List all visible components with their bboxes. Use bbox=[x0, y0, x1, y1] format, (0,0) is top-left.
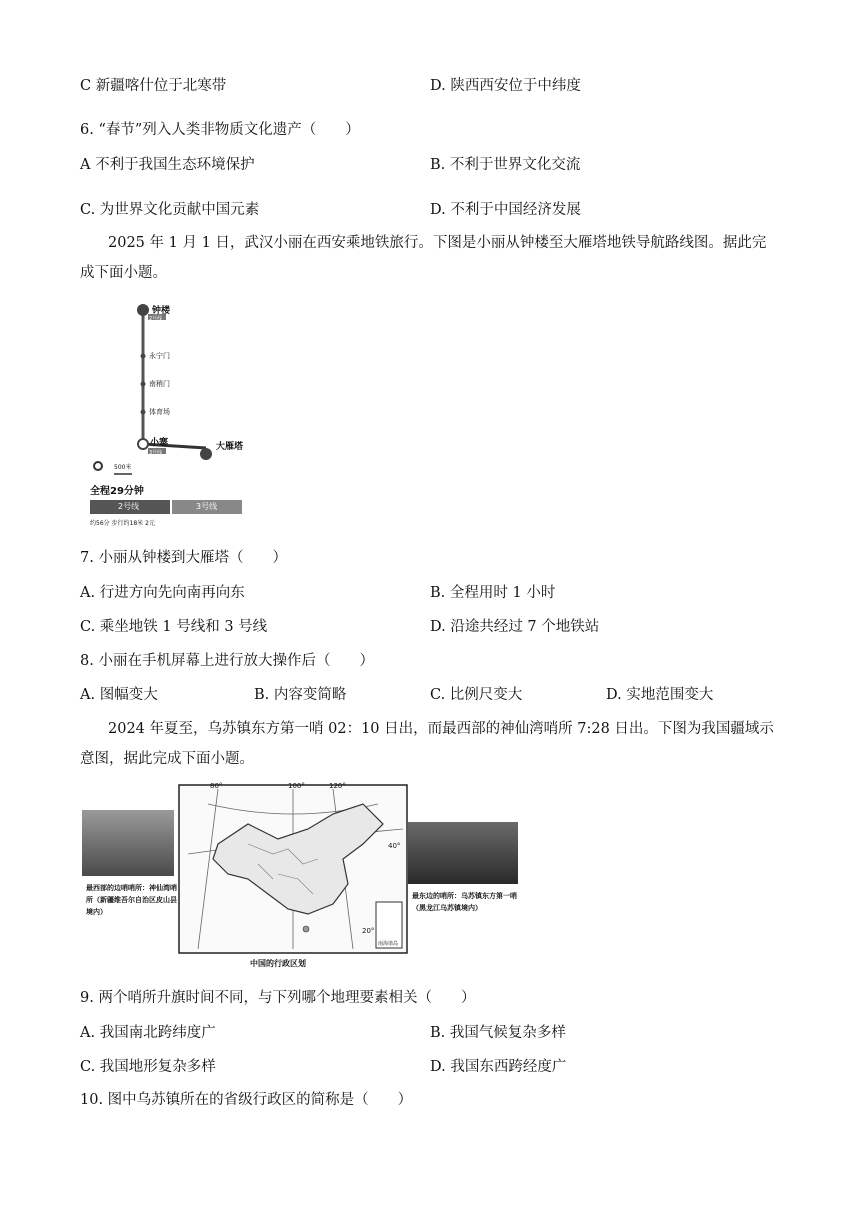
station-xiaozhai: 小寨 bbox=[150, 438, 169, 448]
lon-80: 80° bbox=[210, 782, 223, 790]
total-time: 全程29分钟 bbox=[90, 486, 144, 497]
west-outpost-photo bbox=[82, 810, 174, 876]
lon-120: 120° bbox=[329, 782, 346, 790]
east-outpost-photo bbox=[408, 822, 518, 884]
q9-option-a: A. 我国南北跨纬度广 bbox=[80, 1025, 216, 1041]
station-nanshaomen: 南稍门 bbox=[149, 380, 170, 388]
q8-option-d: D. 实地范围变大 bbox=[606, 687, 714, 703]
south-china-sea-inset: 南海诸岛 bbox=[378, 941, 399, 947]
east-outpost-caption: 最东边的哨所：乌苏镇东方第一哨（黑龙江乌苏镇境内） bbox=[412, 892, 517, 912]
q7-option-d: D. 沿途共经过 7 个地铁站 bbox=[430, 619, 600, 635]
segment-line2: 2号线 bbox=[118, 502, 140, 511]
q9-stem: 9. 两个哨所升旗时间不同，与下列哪个地理要素相关（ ） bbox=[80, 990, 476, 1006]
map-title: 中国的行政区划 bbox=[250, 959, 306, 968]
q9-option-d: D. 我国东西跨经度广 bbox=[430, 1059, 567, 1075]
lat-20: 20° bbox=[362, 927, 375, 935]
lon-100: 100° bbox=[288, 782, 305, 790]
q6-option-c: C. 为世界文化贡献中国元素 bbox=[80, 202, 260, 218]
west-outpost-caption: 最西部的边哨哨所：神仙湾哨所（新疆维吾尔自治区皮山县境内） bbox=[86, 884, 177, 916]
station-yongningmen: 永宁门 bbox=[149, 352, 170, 360]
line2-badge: 2号线 bbox=[149, 316, 163, 322]
q8-option-c: C. 比例尺变大 bbox=[430, 687, 523, 703]
intro-metro: 2025 年 1 月 1 日，武汉小丽在西安乘地铁旅行。下图是小丽从钟楼至大雁塔地铁导航路线图。据此完成下面小题。 bbox=[80, 235, 767, 281]
q8-stem: 8. 小丽在手机屏幕上进行放大操作后（ ） bbox=[80, 653, 374, 669]
china-map-figure bbox=[82, 782, 522, 972]
metro-route-figure bbox=[88, 298, 248, 530]
scale-label: 500米 bbox=[114, 464, 132, 471]
q6-option-b: B. 不利于世界文化交流 bbox=[430, 157, 581, 173]
q6-option-d: D. 不利于中国经济发展 bbox=[430, 202, 581, 218]
q9-option-c: C. 我国地形复杂多样 bbox=[80, 1059, 216, 1075]
intro-china: 2024 年夏至，乌苏镇东方第一哨 02：10 日出，而最西部的神仙湾哨所 7:28 日出。下图为我国疆域示意图，据此完成下面小题。 bbox=[80, 721, 774, 767]
q6-stem: 6. “春节”列入人类非物质文化遗产（ ） bbox=[80, 122, 360, 138]
q8-option-a: A. 图幅变大 bbox=[80, 687, 158, 703]
station-zhonglou: 钟楼 bbox=[152, 306, 171, 316]
station-tiyuchang: 体育场 bbox=[149, 408, 170, 416]
segment-line3: 3号线 bbox=[196, 502, 218, 511]
station-dayanta: 大雁塔 bbox=[216, 442, 244, 452]
q6-option-a: A 不利于我国生态环境保护 bbox=[80, 157, 255, 173]
q7-option-b: B. 全程用时 1 小时 bbox=[430, 585, 556, 601]
q8-option-b: B. 内容变简略 bbox=[254, 687, 347, 703]
line3-badge: 3号线 bbox=[149, 450, 163, 456]
q5-option-d: D. 陕西西安位于中纬度 bbox=[430, 78, 581, 94]
q9-option-b: B. 我国气候复杂多样 bbox=[430, 1025, 566, 1041]
lat-40: 40° bbox=[388, 842, 401, 850]
q10-stem: 10. 图中乌苏镇所在的省级行政区的简称是（ ） bbox=[80, 1092, 413, 1108]
q7-option-a: A. 行进方向先向南再向东 bbox=[80, 585, 245, 601]
route-footer: 约56分 步行约18米 2元 bbox=[90, 520, 155, 527]
q5-option-c: C 新疆喀什位于北寒带 bbox=[80, 78, 227, 94]
q7-option-c: C. 乘坐地铁 1 号线和 3 号线 bbox=[80, 619, 268, 635]
q7-stem: 7. 小丽从钟楼到大雁塔（ ） bbox=[80, 550, 287, 566]
